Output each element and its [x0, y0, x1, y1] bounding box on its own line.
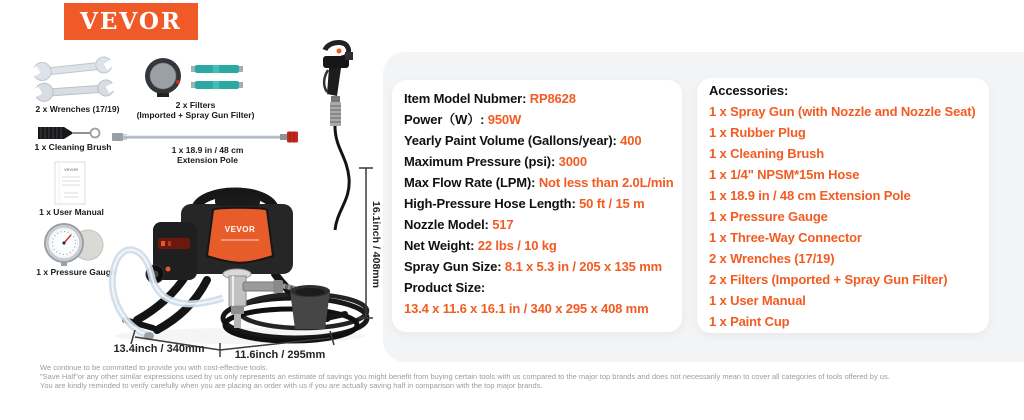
- spec-row: Power（W）: 950W: [404, 112, 522, 127]
- width-dimension-label: 13.4inch / 340mm: [113, 343, 205, 355]
- wrenches-label: 2 x Wrenches (17/19): [35, 104, 120, 114]
- disclaimer-line: You are kindly reminded to verify carefully when you are placing an order with us if you are actually saving half in comparison with the top major brands.: [40, 381, 543, 390]
- accessory-item: 2 x Wrenches (17/19): [709, 251, 835, 266]
- cleaning-brush-icon: [38, 124, 102, 142]
- accessory-item: 1 x Spray Gun (with Nozzle and Nozzle Seat): [709, 104, 976, 119]
- pressure-gauge-label: 1 x Pressure Gauge: [36, 267, 116, 277]
- motor-body-illustration: [146, 192, 293, 283]
- accessory-item: 1 x Three-Way Connector: [709, 230, 862, 245]
- depth-dimension-label: 11.6inch / 295mm: [234, 349, 326, 361]
- filters-label: 2 x Filters (Imported + Spray Gun Filter): [136, 100, 255, 120]
- accessory-item: 1 x 1/4" NPSM*15m Hose: [709, 167, 860, 182]
- user-manual-icon: [54, 161, 86, 205]
- accessory-item: 1 x Pressure Gauge: [709, 209, 828, 224]
- paint-cup-illustration: [290, 285, 330, 329]
- extension-pole-label: 1 x 18.9 in / 48 cm Extension Pole: [171, 145, 244, 165]
- spec-row: Item Model Nubmer: RP8628: [404, 91, 576, 106]
- spec-row: Max Flow Rate (LPM): Not less than 2.0L/min: [404, 175, 674, 190]
- spec-row: Nozzle Model: 517: [404, 217, 514, 232]
- accessory-item: 1 x Paint Cup: [709, 314, 790, 329]
- spec-row: Net Weight: 22 lbs / 10 kg: [404, 238, 557, 253]
- accessories-title: Accessories:: [709, 83, 789, 98]
- spec-row: Yearly Paint Volume (Gallons/year): 400: [404, 133, 642, 148]
- height-dimension-label: 16.1inch / 408mm: [370, 200, 382, 288]
- accessory-item: 2 x Filters (Imported + Spray Gun Filter): [709, 272, 948, 287]
- accessory-item: 1 x User Manual: [709, 293, 806, 308]
- paint-sprayer-illustration: [95, 38, 395, 350]
- spec-row: High-Pressure Hose Length: 50 ft / 15 m: [404, 196, 645, 211]
- disclaimer-line: We continue to be committed to provide you with cost-effective tools.: [40, 363, 268, 372]
- accessory-item: 1 x 18.9 in / 48 cm Extension Pole: [709, 188, 911, 203]
- spec-row: 13.4 x 11.6 x 16.1 in / 340 x 295 x 408 mm: [404, 301, 649, 316]
- spec-row: Maximum Pressure (psi): 3000: [404, 154, 587, 169]
- disclaimer: [40, 363, 1000, 390]
- accessory-item: 1 x Rubber Plug: [709, 125, 806, 140]
- svg-text:VEVOR: VEVOR: [224, 225, 256, 234]
- disclaimer-line: "Save Half"or any other similar expressions used by us only represents an estimate of savings you might benefit from buying certain tools with us compared to the major top brands and does not necessarily mean to cover all categories of tools offered by us.: [40, 372, 890, 381]
- cleaning-brush-label: 1 x Cleaning Brush: [34, 142, 112, 152]
- brand-logo: VEVOR: [64, 3, 198, 40]
- specs-card: [392, 80, 682, 332]
- spray-gun-illustration: [323, 43, 353, 230]
- svg-text:VEVOR: VEVOR: [63, 167, 79, 172]
- spec-row: Spray Gun Size: 8.1 x 5.3 in / 205 x 135 mm: [404, 259, 663, 274]
- user-manual-label: 1 x User Manual: [39, 207, 104, 217]
- accessory-item: 1 x Cleaning Brush: [709, 146, 825, 161]
- accessories-card: [697, 78, 989, 333]
- spec-row: Product Size:: [404, 280, 486, 295]
